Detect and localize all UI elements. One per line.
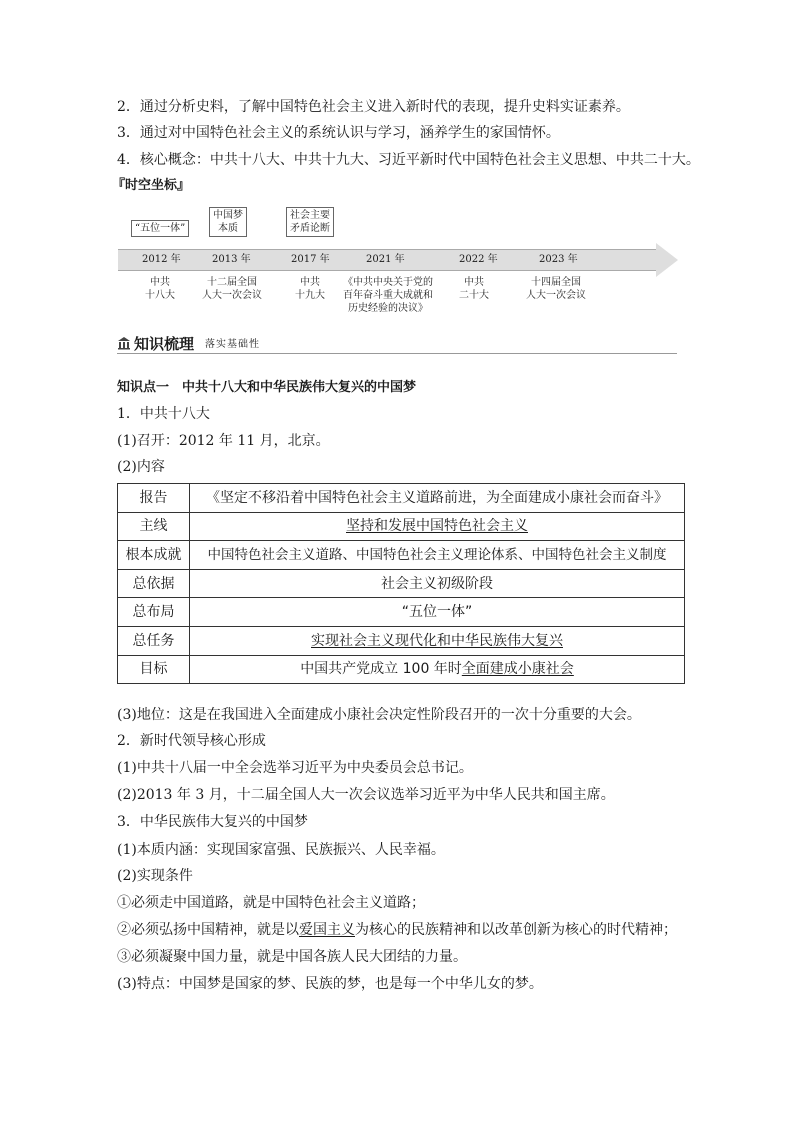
- timeline-year: 2013 年: [212, 254, 251, 265]
- table-row: [118, 541, 685, 570]
- table-value: 中国共产党成立 100 年时全面建成小康社会: [190, 655, 685, 684]
- table-row: [118, 484, 685, 513]
- table-key: 总任务: [118, 626, 190, 655]
- table-row: [118, 512, 685, 541]
- table-row: [118, 598, 685, 627]
- content-table: [117, 483, 685, 684]
- timeline-year: 2022 年: [459, 254, 498, 265]
- table-key: 根本成就: [118, 541, 190, 570]
- table-key: 主线: [118, 512, 190, 541]
- timeline-year: 2021 年: [366, 254, 405, 265]
- objective-4: 4．核心概念：中共十八大、中共十九大、习近平新时代中国特色社会主义思想、中共二十大。: [117, 152, 700, 168]
- table-row: [118, 626, 685, 655]
- kp1-sub1: 1．中共十八大: [117, 406, 210, 422]
- kp1-p4: (1)中共十八届一中全会选举习近平为中央委员会总书记。: [117, 760, 473, 776]
- building-icon: [117, 336, 131, 350]
- table-value: 坚持和发展中国特色社会主义: [190, 512, 685, 541]
- kp1-p5: (2)2013 年 3 月，十二届全国人大一次会议选举习近平为中华人民共和国主席。: [117, 787, 615, 803]
- table-value: 社会主义初级阶段: [190, 569, 685, 598]
- timeline-label-2022: 中共 二十大: [459, 277, 489, 301]
- table-key: 报告: [118, 484, 190, 513]
- timeline-label-2021: 《中共中央关于党的 百年奋斗重大成就和 历史经验的决议》: [343, 277, 433, 314]
- section-header: [117, 334, 677, 354]
- kp1-p9: ②必须弘扬中国精神，就是以爱国主义为核心的民族精神和以改革创新为核心的时代精神；: [117, 922, 677, 938]
- timeline-year: 2012 年: [142, 254, 181, 265]
- timeline-label-2013: 十二届全国 人大一次会议: [202, 277, 262, 301]
- timeline-box-wuwei: “五位一体”: [131, 220, 189, 237]
- timeline-year: 2017 年: [291, 254, 330, 265]
- table-key: 总布局: [118, 598, 190, 627]
- kp1-heading: 知识点一 中共十八大和中华民族伟大复兴的中国梦: [117, 380, 417, 395]
- section-subtitle: 落实基础性: [205, 339, 260, 350]
- table-row: [118, 569, 685, 598]
- timeline-label-2023: 十四届全国 人大一次会议: [526, 277, 586, 301]
- timeline-year: 2023 年: [539, 254, 578, 265]
- section-title: 知识梳理: [134, 335, 195, 353]
- kp1-sub3: 3．中华民族伟大复兴的中国梦: [117, 814, 308, 830]
- timeline-arrow-head: [656, 243, 678, 277]
- table-value: 中国特色社会主义道路、中国特色社会主义理论体系、中国特色社会主义制度: [190, 541, 685, 570]
- table-value: “五位一体”: [190, 598, 685, 627]
- timeline-heading: 『时空坐标』: [112, 178, 191, 193]
- kp1-p1: (1)召开：2012 年 11 月，北京。: [117, 433, 330, 449]
- objective-3: 3．通过对中国特色社会主义的系统认识与学习，涵养学生的家国情怀。: [117, 125, 560, 141]
- kp1-p11: (3)特点：中国梦是国家的梦、民族的梦，也是每一个中华儿女的梦。: [117, 976, 543, 992]
- kp1-p8: ①必须走中国道路，就是中国特色社会主义道路；: [117, 895, 425, 911]
- kp1-p6: (1)本质内涵：实现国家富强、民族振兴、人民幸福。: [117, 842, 445, 858]
- timeline-box-chinese-dream: 中国梦 本质: [209, 207, 247, 237]
- table-row: [118, 655, 685, 684]
- objective-2: 2．通过分析史料，了解中国特色社会主义进入新时代的表现，提升史料实证素养。: [117, 99, 630, 115]
- kp1-sub2: 2．新时代领导核心形成: [117, 733, 266, 749]
- kp1-p7: (2)实现条件: [117, 868, 193, 884]
- table-value: 实现社会主义现代化和中华民族伟大复兴: [190, 626, 685, 655]
- kp1-p3: (3)地位：这是在我国进入全面建成小康社会决定性阶段召开的一次十分重要的大会。: [117, 707, 641, 723]
- timeline-label-2017: 中共 十九大: [295, 277, 325, 301]
- table-value: 《坚定不移沿着中国特色社会主义道路前进，为全面建成小康社会而奋斗》: [190, 484, 685, 513]
- table-key: 目标: [118, 655, 190, 684]
- table-key: 总依据: [118, 569, 190, 598]
- kp1-p2: (2)内容: [117, 459, 165, 475]
- timeline-box-contradiction: 社会主要 矛盾论断: [286, 207, 334, 237]
- timeline-label-2012: 中共 十八大: [145, 277, 175, 301]
- kp1-p10: ③必须凝聚中国力量，就是中国各族人民大团结的力量。: [117, 949, 467, 965]
